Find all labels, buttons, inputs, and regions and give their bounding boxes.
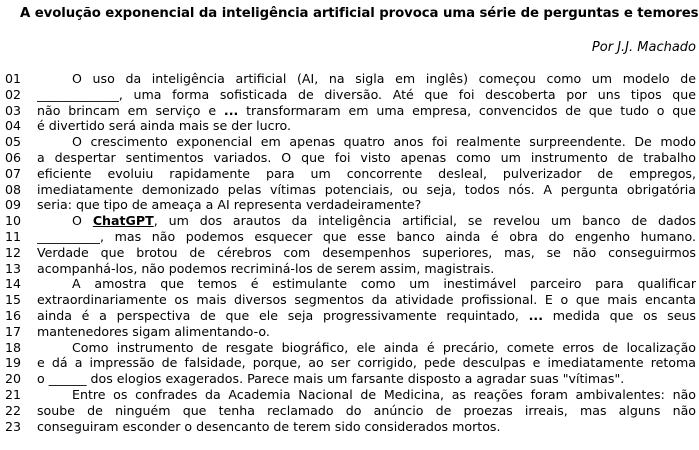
text-line — [0, 103, 699, 119]
line-number: 18 — [5, 339, 22, 355]
text-line — [0, 134, 699, 150]
line-text — [37, 324, 696, 340]
line-text — [37, 150, 696, 166]
text-segment: extraordinariamente os mais diversos segmentos da atividade profissional. E o que mais encanta — [37, 292, 696, 308]
line-text — [37, 134, 696, 150]
line-number: 01 — [5, 71, 22, 86]
line-number: 07 — [5, 165, 22, 181]
text-line — [0, 118, 699, 134]
text-segment: _____________, uma forma sofisticada de diversão. Até que foi descoberta por uns tipos que — [37, 86, 696, 102]
text-line — [0, 166, 699, 182]
text-line — [0, 276, 699, 292]
text-line — [0, 340, 699, 356]
text-segment: ainda é a perspectiva de que ele seja progressivamente requintado, — [37, 307, 529, 323]
text-segment: seria: que tipo de ameaça a AI representa verdadeiramente? — [37, 197, 422, 213]
text-segment: Como instrumento de resgate biográfico, ele ainda é precário, comete erros de localização — [72, 339, 696, 355]
text-segment: __________, mas não podemos esquecer que esse banco ainda é obra do engenho humano. — [37, 228, 696, 244]
line-text — [37, 403, 696, 419]
line-text — [37, 276, 696, 292]
ellipsis-gap: ... — [528, 307, 543, 323]
text-line — [0, 229, 699, 245]
text-segment: O crescimento exponencial em apenas quatro anos foi realmente surpreendente. De modo — [72, 134, 696, 150]
line-text — [37, 355, 696, 371]
line-number: 08 — [5, 181, 22, 197]
line-text — [37, 261, 696, 277]
line-text — [37, 213, 696, 229]
text-line — [0, 245, 699, 261]
line-text — [37, 387, 696, 403]
text-line — [0, 371, 699, 387]
text-line — [0, 324, 699, 340]
line-number: 23 — [5, 418, 22, 434]
text-segment: soube de ninguém que tenha reclamado do anúncio de proezas irreais, mas alguns não — [37, 402, 696, 418]
line-text — [37, 229, 696, 245]
line-text — [37, 71, 696, 87]
article-title: A evolução exponencial da inteligência artificial provoca uma série de perguntas e temores — [20, 6, 699, 21]
line-number: 06 — [5, 149, 22, 165]
text-segment: Verdade que brotou de cérebros com desempenhos superiores, mas, se não conseguirmos — [37, 244, 696, 260]
line-number: 12 — [5, 244, 22, 260]
line-number: 02 — [5, 86, 22, 102]
text-line — [0, 261, 699, 277]
line-text — [37, 166, 696, 182]
line-number: 11 — [5, 228, 22, 244]
line-number: 15 — [5, 292, 22, 308]
line-text — [37, 340, 696, 356]
text-line — [0, 213, 699, 229]
text-line — [0, 419, 699, 435]
text-segment: medida que os seus — [543, 307, 696, 323]
text-line — [0, 292, 699, 308]
text-segment: transformaram em uma empresa, convencidos de que tudo o que — [238, 102, 696, 118]
text-segment: mantenedores sigam alimentando-o. — [37, 323, 270, 339]
line-number: 22 — [5, 402, 22, 418]
text-line — [0, 197, 699, 213]
line-text — [37, 371, 696, 387]
text-segment: imediatamente demonizado pelas vítimas potenciais, ou seja, todos nós. A pergunta obrigatória — [37, 181, 696, 197]
line-number: 19 — [5, 355, 22, 371]
text-segment: e dá a impressão de falsidade, porque, ao ser corrigido, pede desculpas e imediatamente retoma — [37, 355, 696, 371]
text-segment: eficiente evoluiu rapidamente para um concorrente desleal, pulverizador de empregos, — [37, 165, 696, 181]
line-number: 10 — [5, 213, 22, 229]
text-segment: a despertar sentimentos variados. O que foi visto apenas como um instrumento de trabalho — [37, 149, 696, 165]
line-number: 16 — [5, 307, 22, 323]
text-segment: O — [72, 213, 93, 229]
numbered-text-body — [0, 71, 699, 434]
line-number: 13 — [5, 260, 22, 276]
line-number: 14 — [5, 276, 22, 292]
line-text — [37, 182, 696, 198]
text-segment: não brincam em serviço e — [37, 102, 224, 118]
line-number: 04 — [5, 118, 22, 134]
line-text — [37, 308, 696, 324]
ellipsis-gap: ... — [223, 102, 239, 118]
line-text — [37, 419, 696, 435]
line-number: 21 — [5, 386, 22, 402]
line-text — [37, 245, 696, 261]
line-number: 17 — [5, 323, 22, 339]
line-number: 03 — [5, 102, 22, 118]
line-number: 20 — [5, 371, 22, 387]
line-number: 09 — [5, 197, 22, 213]
line-text — [37, 197, 696, 213]
line-text — [37, 103, 696, 119]
text-segment: A amostra que temos é estimulante como um inestimável parceiro para qualificar — [72, 276, 696, 292]
text-line — [0, 182, 699, 198]
text-segment: o ______ dos elogios exagerados. Parece mais um farsante disposto a agradar suas "vítimas". — [37, 371, 625, 387]
text-line — [0, 87, 699, 103]
text-line — [0, 355, 699, 371]
text-segment: Entre os confrades da Academia Nacional de Medicina, as reações foram ambivalentes: não — [72, 386, 696, 402]
text-segment: , um dos arautos da inteligência artificial, se revelou um banco de dados — [153, 213, 696, 229]
line-number: 05 — [5, 134, 22, 150]
line-text — [37, 87, 696, 103]
text-line — [0, 387, 699, 403]
text-line — [0, 71, 699, 87]
line-text — [37, 118, 696, 134]
text-line — [0, 150, 699, 166]
article-author: Por J.J. Machado — [591, 40, 696, 55]
text-line — [0, 308, 699, 324]
text-line — [0, 403, 699, 419]
line-text — [37, 292, 696, 308]
text-segment: acompanhá-los, não podemos recriminá-los de serem assim, magistrais. — [37, 260, 495, 276]
text-segment: conseguiram esconder o desencanto de terem sido considerados mortos. — [37, 418, 501, 434]
text-segment: O uso da inteligência artificial (AI, na sigla em inglês) começou como um modelo de — [72, 71, 696, 86]
text-segment: é divertido será ainda mais se der lucro. — [37, 118, 291, 134]
chatgpt-emphasis: ChatGPT — [92, 213, 154, 229]
